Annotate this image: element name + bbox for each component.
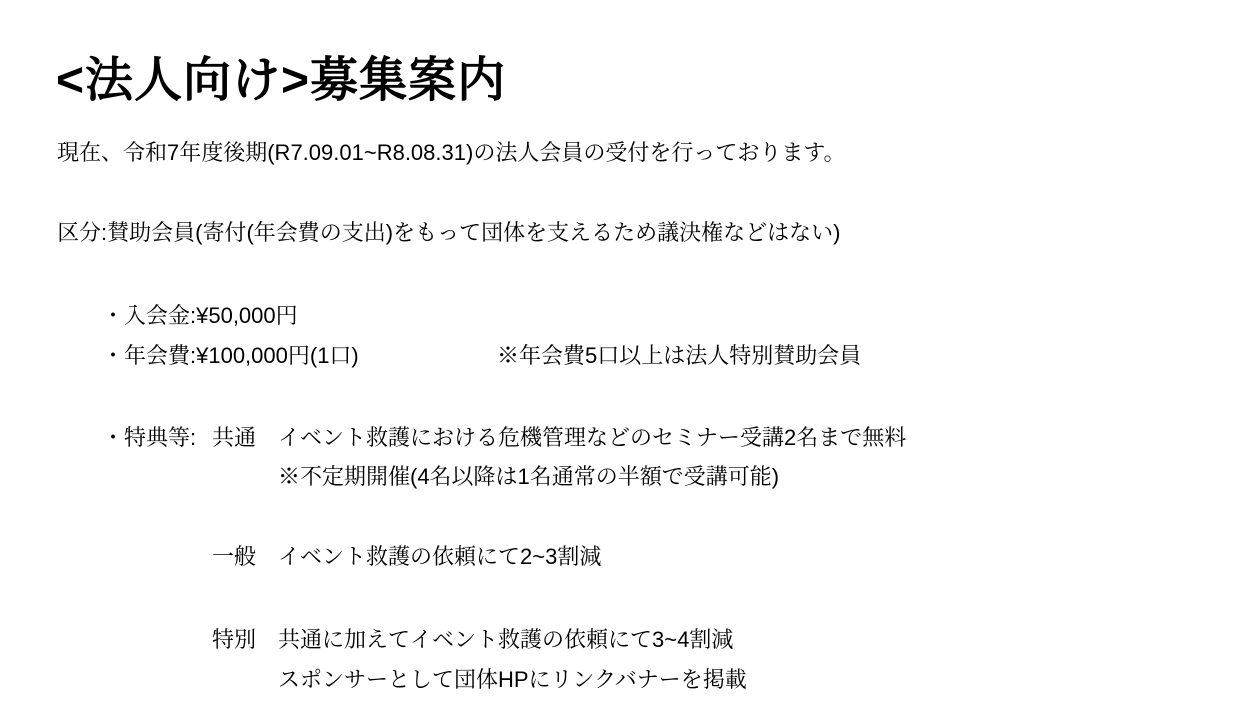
intro-line: 現在、令和7年度後期(R7.09.01~R8.08.31)の法人会員の受付を行っております。: [57, 140, 846, 165]
admission-fee-line: ・入会金:¥50,000円: [102, 303, 298, 328]
benefit-label-general: 一般: [212, 544, 257, 569]
benefit-general-line-1: イベント救護の依頼にて2~3割減: [278, 544, 602, 569]
annual-fee-line: ・年会費:¥100,000円(1口): [102, 343, 359, 368]
benefit-label-special: 特別: [212, 627, 257, 652]
page-title: <法人向け>募集案内: [56, 54, 507, 107]
benefit-common-line-2: ※不定期開催(4名以降は1名通常の半額で受講可能): [278, 464, 780, 489]
annual-fee-note: ※年会費5口以上は法人特別賛助会員: [497, 343, 862, 368]
benefit-label-common: 共通: [212, 425, 257, 450]
benefit-common-line-1: イベント救護における危機管理などのセミナー受講2名まで無料: [278, 425, 907, 450]
benefits-heading: ・特典等:: [102, 425, 197, 450]
category-line: 区分:賛助会員(寄付(年会費の支出)をもって団体を支えるため議決権などはない): [57, 220, 841, 245]
benefit-special-line-2: スポンサーとして団体HPにリンクバナーを掲載: [278, 667, 747, 692]
benefit-special-line-1: 共通に加えてイベント救護の依頼にて3~4割減: [278, 627, 734, 652]
